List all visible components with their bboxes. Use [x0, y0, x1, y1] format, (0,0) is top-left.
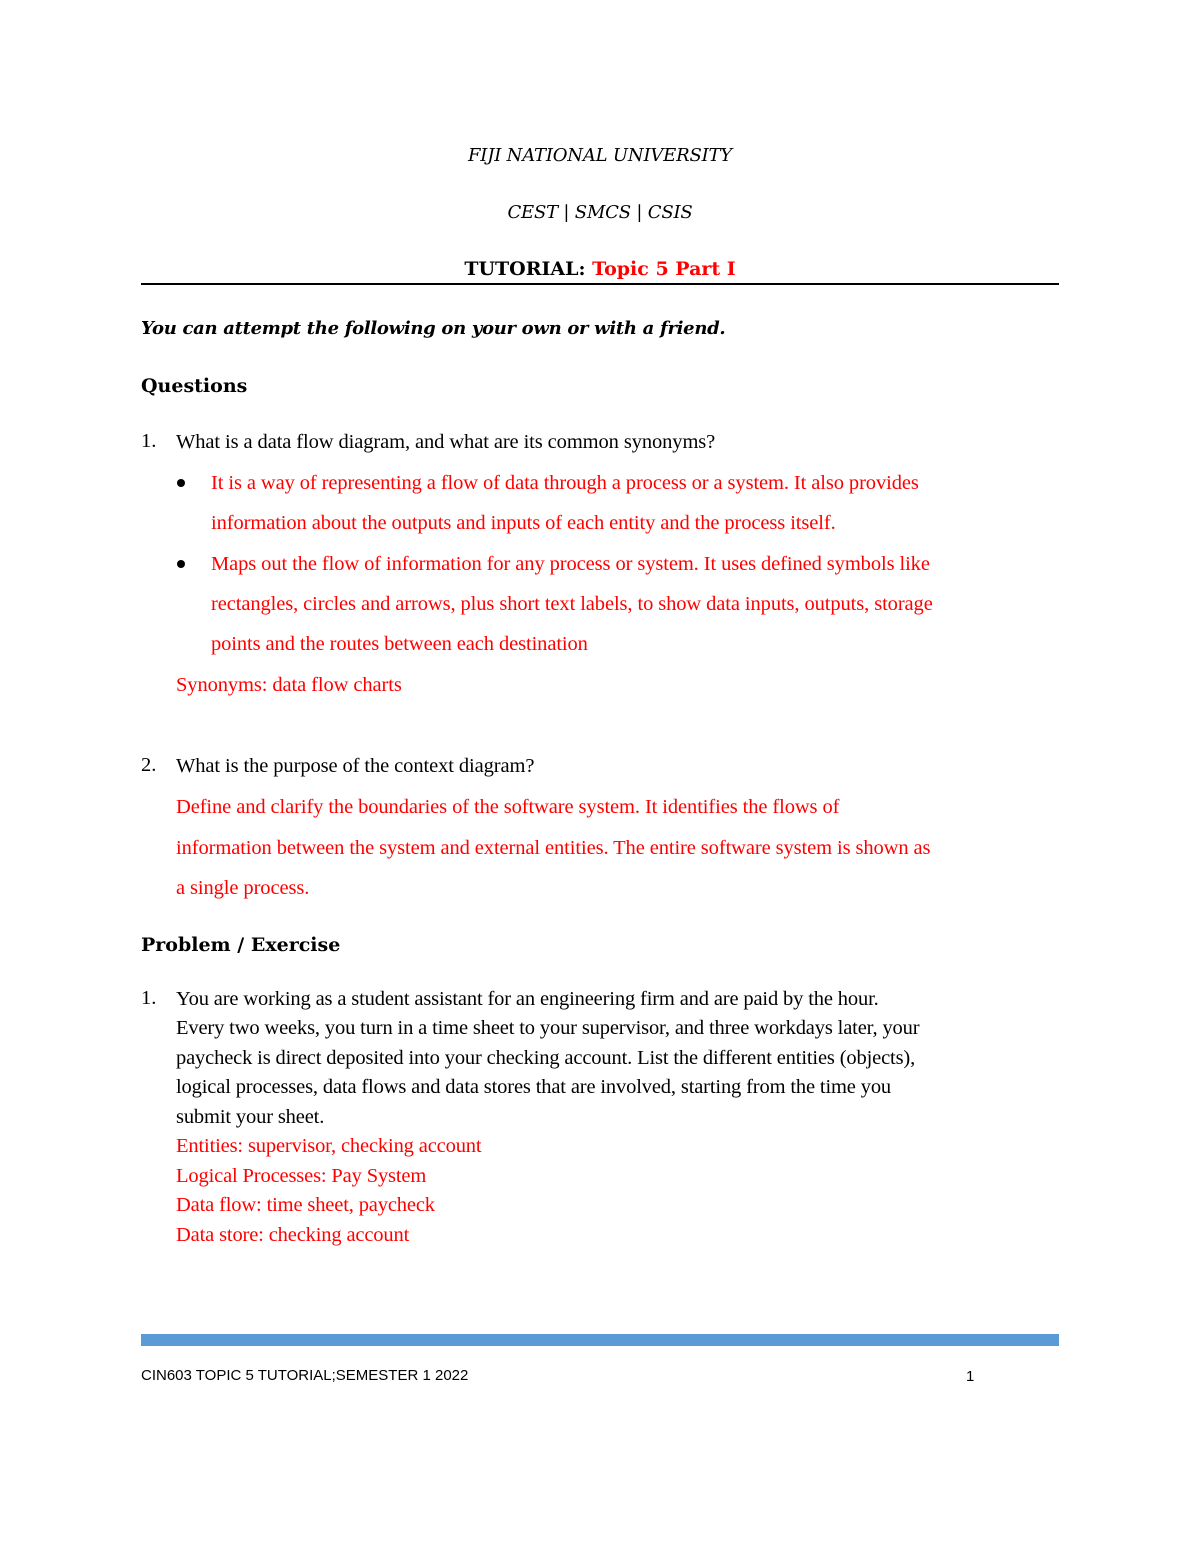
intro-text: You can attempt the following on your own or with a friend.: [141, 318, 726, 339]
exercise-answer-processes: Logical Processes: Pay System: [176, 1165, 427, 1187]
question-1-text: What is a data flow diagram, and what are its common synonyms?: [176, 431, 716, 453]
exercise-heading: Problem / Exercise: [141, 934, 341, 956]
exercise-1-line2: Every two weeks, you turn in a time sheet to your supervisor, and three workdays later, your: [176, 1017, 920, 1039]
bullet-icon: [177, 479, 185, 487]
department-line: CEST | SMCS | CSIS: [507, 202, 693, 223]
question-2-number: 2.: [141, 754, 157, 776]
tutorial-topic: Topic 5 Part I: [592, 258, 736, 280]
question-1-number: 1.: [141, 430, 157, 452]
q2-answer-line3: a single process.: [176, 877, 310, 899]
q1-answer-bullet2-line3: points and the routes between each destination: [211, 633, 588, 655]
footer-bar: [141, 1334, 1059, 1346]
bullet-icon: [177, 560, 185, 568]
footer-text: CIN603 TOPIC 5 TUTORIAL;SEMESTER 1 2022: [141, 1367, 469, 1384]
question-2-text: What is the purpose of the context diagram?: [176, 755, 535, 777]
q1-answer-bullet2-line1: Maps out the flow of information for any process or system. It uses defined symbols like: [211, 553, 930, 575]
exercise-1-line3: paycheck is direct deposited into your checking account. List the different entities (objects),: [176, 1047, 916, 1069]
university-title: FIJI NATIONAL UNIVERSITY: [468, 145, 732, 166]
exercise-answer-entities: Entities: supervisor, checking account: [176, 1135, 482, 1157]
q1-synonyms: Synonyms: data flow charts: [176, 674, 402, 696]
q2-answer-line2: information between the system and external entities. The entire software system is shown as: [176, 837, 931, 859]
page-number: 1: [966, 1368, 975, 1385]
q1-answer-bullet2-line2: rectangles, circles and arrows, plus short text labels, to show data inputs, outputs, storage: [211, 593, 933, 615]
q2-answer-line1: Define and clarify the boundaries of the software system. It identifies the flows of: [176, 796, 840, 818]
tutorial-label: TUTORIAL:: [464, 258, 586, 280]
tutorial-title: [0, 258, 1200, 280]
exercise-answer-data-store: Data store: checking account: [176, 1224, 410, 1246]
exercise-1-line1: You are working as a student assistant for an engineering firm and are paid by the hour.: [176, 988, 879, 1010]
exercise-1-line5: submit your sheet.: [176, 1106, 325, 1128]
q1-answer-bullet1-line1: It is a way of representing a flow of data through a process or a system. It also provides: [211, 472, 919, 494]
questions-heading: Questions: [141, 375, 248, 397]
exercise-answer-data-flow: Data flow: time sheet, paycheck: [176, 1194, 435, 1216]
exercise-1-line4: logical processes, data flows and data stores that are involved, starting from the time you: [176, 1076, 892, 1098]
header-rule: [141, 283, 1059, 285]
q1-answer-bullet1-line2: information about the outputs and inputs of each entity and the process itself.: [211, 512, 836, 534]
exercise-1-number: 1.: [141, 987, 157, 1009]
